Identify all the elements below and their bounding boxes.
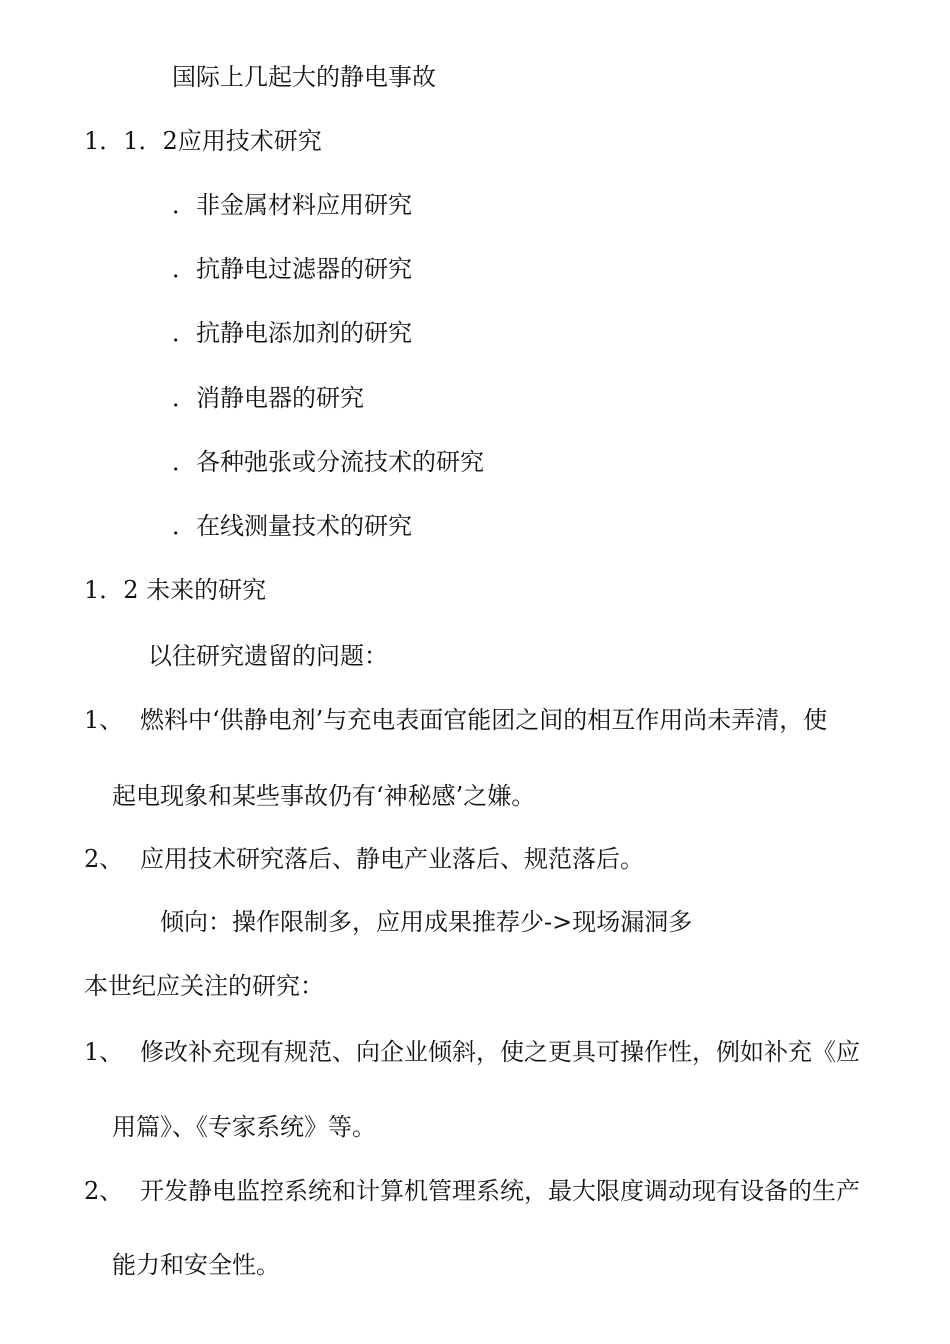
bullet-online-measure: ．在线测量技术的研究 [172,512,412,540]
heading-1-1-2: 1．1．2应用技术研究 [84,127,322,155]
bullet-relaxation: ．各种弛张或分流技术的研究 [172,448,484,476]
bullet-additive: ．抗静电添加剂的研究 [172,319,412,347]
line-tendency: 倾向：操作限制多，应用成果推荐少->现场漏洞多 [160,908,693,936]
bullet-filter: ．抗静电过滤器的研究 [172,255,412,283]
item-text-cont: 起电现象和某些事故仍有‘神秘感’之嫌。 [112,782,536,810]
heading-1-2: 1．2 未来的研究 [84,576,267,604]
line-legacy-problems: 以往研究遗留的问题： [148,642,388,670]
bullet-eliminator: ．消静电器的研究 [172,384,364,412]
item-text-cont: 用篇》、《专家系统》等。 [112,1113,376,1141]
line-accidents: 国际上几起大的静电事故 [172,63,436,91]
item-text: 应用技术研究落后、静电产业落后、规范落后。 [140,845,644,873]
item-text: 开发静电监控系统和计算机管理系统，最大限度调动现有设备的生产 [140,1177,860,1205]
item-number: 2、 [84,1177,124,1205]
item-text-cont: 能力和安全性。 [112,1251,280,1279]
item-number: 2、 [84,845,124,873]
item-number: 1、 [84,1038,124,1066]
bullet-nonmetal: ．非金属材料应用研究 [172,191,412,219]
item-text: 修改补充现有规范、向企业倾斜，使之更具可操作性，例如补充《应 [140,1038,860,1066]
item-number: 1、 [84,706,124,734]
item-text: 燃料中‘供静电剂’与充电表面官能团之间的相互作用尚未弄清，使 [140,706,828,734]
line-century-research: 本世纪应关注的研究： [84,972,324,1000]
